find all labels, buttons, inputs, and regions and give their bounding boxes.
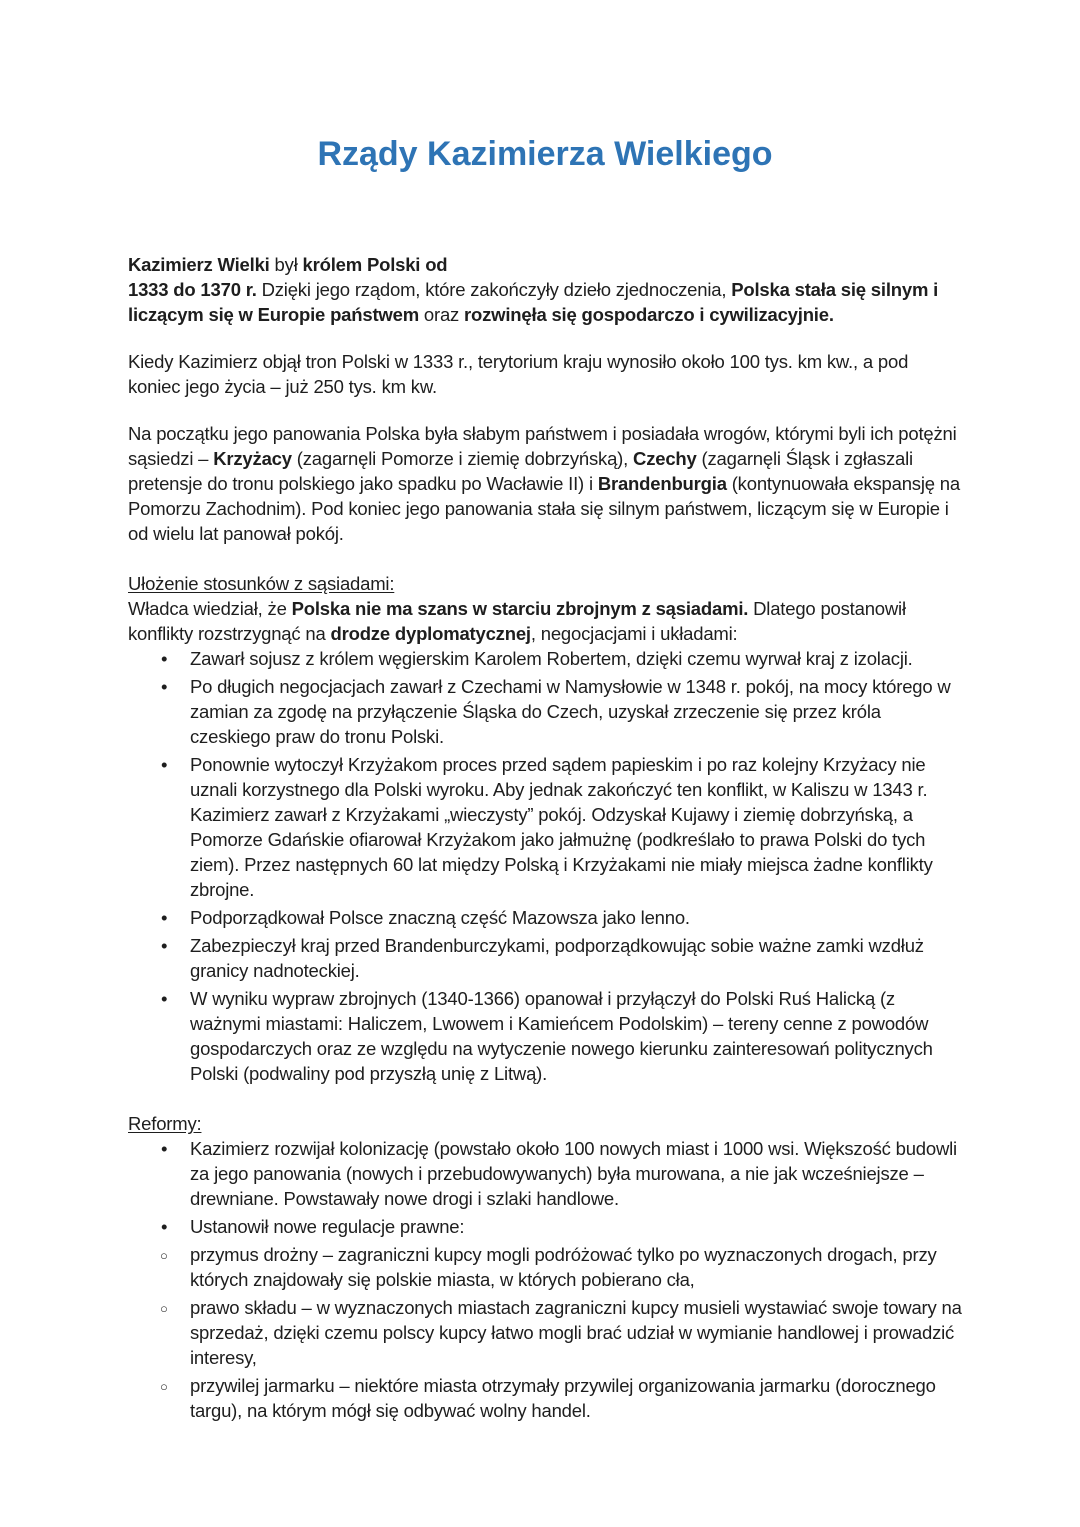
bullet-item: ○ przymus drożny – zagraniczni kupcy mogli podróżować tylko po wyznaczonych drogach, przy których znajdowały się polskie miasta, w których pobierano cła, — [128, 1242, 962, 1292]
bold-text-run: królem Polski od — [302, 254, 448, 275]
document-content — [128, 252, 962, 1423]
bullet-item: • Zawarł sojusz z królem węgierskim Karolem Robertem, dzięki czemu wyrwał kraj z izolacji. — [128, 646, 962, 671]
bold-text-run: rozwinęła się gospodarczo i cywilizacyjnie. — [464, 304, 834, 325]
document-title: Rządy Kazimierza Wielkiego — [317, 135, 773, 173]
bullet-item: • Podporządkował Polsce znaczną część Mazowsza jako lenno. — [128, 905, 962, 930]
bold-text-run: Polska nie ma szans w starciu zbrojnym z sąsiadami. — [291, 598, 749, 619]
bullet-item: ○ prawo składu – w wyznaczonych miastach zagraniczni kupcy musieli wystawiać swoje towary na sprzedaż, dzięki czemu polscy kupcy łatwo mogli brać udział w wymianie handlowej i prowadzić interesy, — [128, 1295, 962, 1370]
bullet-item: • W wyniku wypraw zbrojnych (1340-1366) opanował i przyłączył do Polski Ruś Halicką (z ważnymi miastami: Haliczem, Lwowem i Kamieńcem Podolskim) – tereny cenne z powodów gospodarczych oraz ze względu na wytyczenie nowego kierunku zainteresowań politycznych Polski (podwaliny pod przyszłą unię z Litwą). — [128, 986, 962, 1086]
paragraph: Kazimierz Wielki był królem Polski od 1333 do 1370 r. Dzięki jego rządom, które zakończyły dzieło zjednoczenia, Polska stała się silnym i liczącym się w Europie państwem oraz rozwinęła się gospodarczo i cywilizacyjnie. — [128, 254, 939, 325]
bold-text-run: Czechy — [633, 448, 697, 469]
bullet-list-disc — [128, 1136, 962, 1239]
paragraph: Na początku jego panowania Polska była słabym państwem i posiadała wrogów, którymi byli ich potężni sąsiedzi – Krzyżacy (zagarnęli Pomorze i ziemię dobrzyńską), Czechy (zagarnęli Śląsk i zgłaszali pretensje do tronu polskiego jako spadku po Wacławie II) i Brandenburgia (kontynuowała ekspansję na Pomorzu Zachodnim). Pod koniec jego panowania stała się silnym państwem, liczącym się w Europie i od wielu lat panował pokój. — [128, 423, 960, 544]
bold-text-run: Krzyżacy — [213, 448, 292, 469]
bullet-list-circle — [128, 1242, 962, 1423]
bullet-item: • Zabezpieczył kraj przed Brandenburczykami, podporządkowując sobie ważne zamki wzdłuż granicy nadnoteckiej. — [128, 933, 962, 983]
document-body — [0, 132, 1080, 1423]
section-heading: Reformy: — [128, 1113, 202, 1134]
bullet-item: ○ przywilej jarmarku – niektóre miasta otrzymały przywilej organizowania jarmarku (dorocznego targu), na którym mógł się odbywać wolny handel. — [128, 1373, 962, 1423]
bullet-list-disc — [128, 646, 962, 1086]
paragraph: Kiedy Kazimierz objął tron Polski w 1333 r., terytorium kraju wynosiło około 100 tys. km kw., a pod koniec jego życia – już 250 tys. km kw. — [128, 351, 909, 397]
bullet-item: • Ustanowił nowe regulacje prawne: — [128, 1214, 962, 1239]
bold-text-run: drodze dyplomatycznej — [330, 623, 531, 644]
section-heading: Ułożenie stosunków z sąsiadami: — [128, 573, 395, 594]
paragraph: Władca wiedział, że Polska nie ma szans w starciu zbrojnym z sąsiadami. Dlatego postanowił konflikty rozstrzygnąć na drodze dyplomatycznej, negocjacjami i układami: — [128, 598, 906, 644]
bullet-item: • Po długich negocjacjach zawarł z Czechami w Namysłowie w 1348 r. pokój, na mocy którego w zamian za zgodę na przyłączenie Śląska do Czech, uzyskał zrzeczenie się przez króla czeskiego praw do tronu Polski. — [128, 674, 962, 749]
bold-text-run: 1333 do 1370 r. — [128, 279, 257, 300]
bullet-item: • Ponownie wytoczył Krzyżakom proces przed sądem papieskim i po raz kolejny Krzyżacy nie uznali korzystnego dla Polski wyroku. Aby jednak zakończyć ten konflikt, w Kaliszu w 1343 r. Kazimierz zawarł z Krzyżakami „wieczysty” pokój. Odzyskał Kujawy i ziemię dobrzyńską, a Pomorze Gdańskie ofiarował Krzyżakom jako jałmużnę (podkreślało to prawa Polski do tych ziem). Przez następnych 60 lat między Polską i Krzyżakami nie miały miejsca żadne konflikty zbrojne. — [128, 752, 962, 902]
bold-text-run: Brandenburgia — [597, 473, 727, 494]
bullet-item: • Kazimierz rozwijał kolonizację (powstało około 100 nowych miast i 1000 wsi. Większość budowli za jego panowania (nowych i przebudowywanych) była murowana, a nie jak wcześniejsze – drewniane. Powstawały nowe drogi i szlaki handlowe. — [128, 1136, 962, 1211]
bold-text-run: Polska stała się silnym i liczącym się w Europie państwem — [128, 279, 939, 325]
bold-text-run: Kazimierz Wielki — [128, 254, 270, 275]
